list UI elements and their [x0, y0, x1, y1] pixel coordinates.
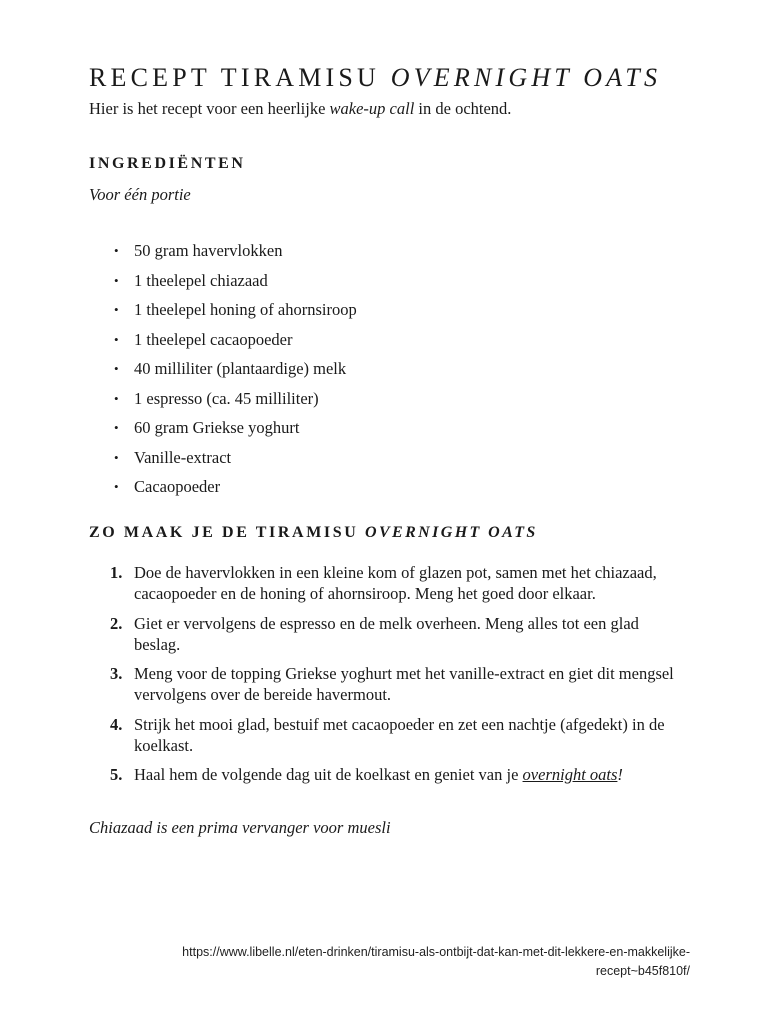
step-item	[0, 764, 674, 785]
source-url[interactable]	[182, 943, 690, 981]
step-item	[0, 562, 674, 604]
source-url-line-2[interactable]: recept~b45f810f/	[595, 964, 690, 978]
step-text: Meng voor de topping Griekse yoghurt met het vanille-extract en giet dit mengsel vervolgens over de bereide havermout.	[134, 664, 674, 704]
title-italic: OVERNIGHT OATS	[390, 63, 662, 93]
ingredient-text: 60 gram Griekse yoghurt	[134, 418, 300, 437]
ingredient-text: Vanille-extract	[134, 447, 232, 467]
ingredient-text: 50 gram havervlokken	[134, 241, 283, 260]
list-item	[0, 476, 768, 506]
bullet-icon: •	[114, 331, 119, 347]
steps-heading-italic: OVERNIGHT OATS	[364, 524, 538, 541]
intro-before: Hier is het recept voor een heerlijke	[89, 99, 330, 118]
ingredient-text: 40 milliliter (plantaardige) melk	[134, 359, 347, 378]
portion-subtitle: Voor één portie	[89, 185, 191, 204]
bullet-icon: •	[114, 420, 119, 435]
bullet-icon: •	[114, 361, 119, 376]
bullet-icon: •	[114, 479, 119, 494]
step-text: Doe de havervlokken in een kleine kom of glazen pot, samen met het chiazaad, cacaopoeder en de honing of ahornsiroop. Meng het goed door elkaar.	[134, 563, 657, 603]
step-number: 1.	[110, 563, 123, 582]
list-item	[0, 329, 768, 359]
list-item	[0, 417, 768, 447]
step-item	[0, 714, 674, 756]
step-text: Strijk het mooi glad, bestuif met cacaopoeder en zet een nachtje (afgedekt) in de koelkast.	[134, 714, 665, 755]
step-item	[0, 663, 674, 705]
step-text: Haal hem de volgende dag uit de koelkast en geniet van je	[134, 765, 523, 784]
step-number: 4.	[110, 714, 123, 734]
list-item	[0, 358, 768, 388]
bullet-icon: •	[114, 302, 119, 317]
intro-paragraph	[89, 99, 511, 119]
intro-after: in de ochtend.	[414, 99, 512, 118]
step-end-exclamation: !	[617, 765, 623, 784]
ingredient-text: 1 theelepel honing of ahornsiroop	[134, 300, 357, 319]
steps-heading-main: ZO MAAK JE DE TIRAMISU	[89, 524, 365, 541]
bullet-icon: •	[114, 272, 119, 288]
step-item	[0, 613, 674, 655]
ingredient-text: Cacaopoeder	[134, 477, 221, 496]
source-url-line-1[interactable]: https://www.libelle.nl/eten-drinken/tiramisu-als-ontbijt-dat-kan-met-dit-lekkere-en-makkelijke-	[182, 945, 690, 959]
step-number: 2.	[110, 613, 123, 633]
list-item	[0, 270, 768, 300]
list-item	[0, 388, 768, 418]
bullet-icon: •	[114, 243, 119, 258]
ingredients-list	[0, 240, 768, 506]
step-text: Giet er vervolgens de espresso en de melk overheen. Meng alles tot een glad beslag.	[134, 613, 639, 654]
page-title	[89, 63, 661, 93]
list-item	[0, 299, 768, 329]
list-item	[0, 447, 768, 477]
ingredient-text: 1 espresso (ca. 45 milliliter)	[134, 388, 319, 408]
tip-note: Chiazaad is een prima vervanger voor muesli	[89, 818, 391, 837]
list-item	[0, 240, 768, 270]
step-number: 5.	[110, 765, 123, 784]
ingredients-heading: INGREDIËNTEN	[89, 155, 246, 172]
bullet-icon: •	[114, 390, 119, 406]
title-main: RECEPT TIRAMISU	[89, 63, 391, 93]
intro-italic: wake-up call	[329, 99, 415, 118]
bullet-icon: •	[114, 449, 119, 465]
steps-heading	[89, 524, 538, 542]
step-number: 3.	[110, 664, 123, 683]
overnight-oats-link[interactable]: overnight oats	[522, 765, 618, 784]
ingredient-text: 1 theelepel chiazaad	[134, 270, 268, 290]
ingredient-text: 1 theelepel cacaopoeder	[134, 329, 293, 349]
steps-list	[0, 562, 768, 794]
